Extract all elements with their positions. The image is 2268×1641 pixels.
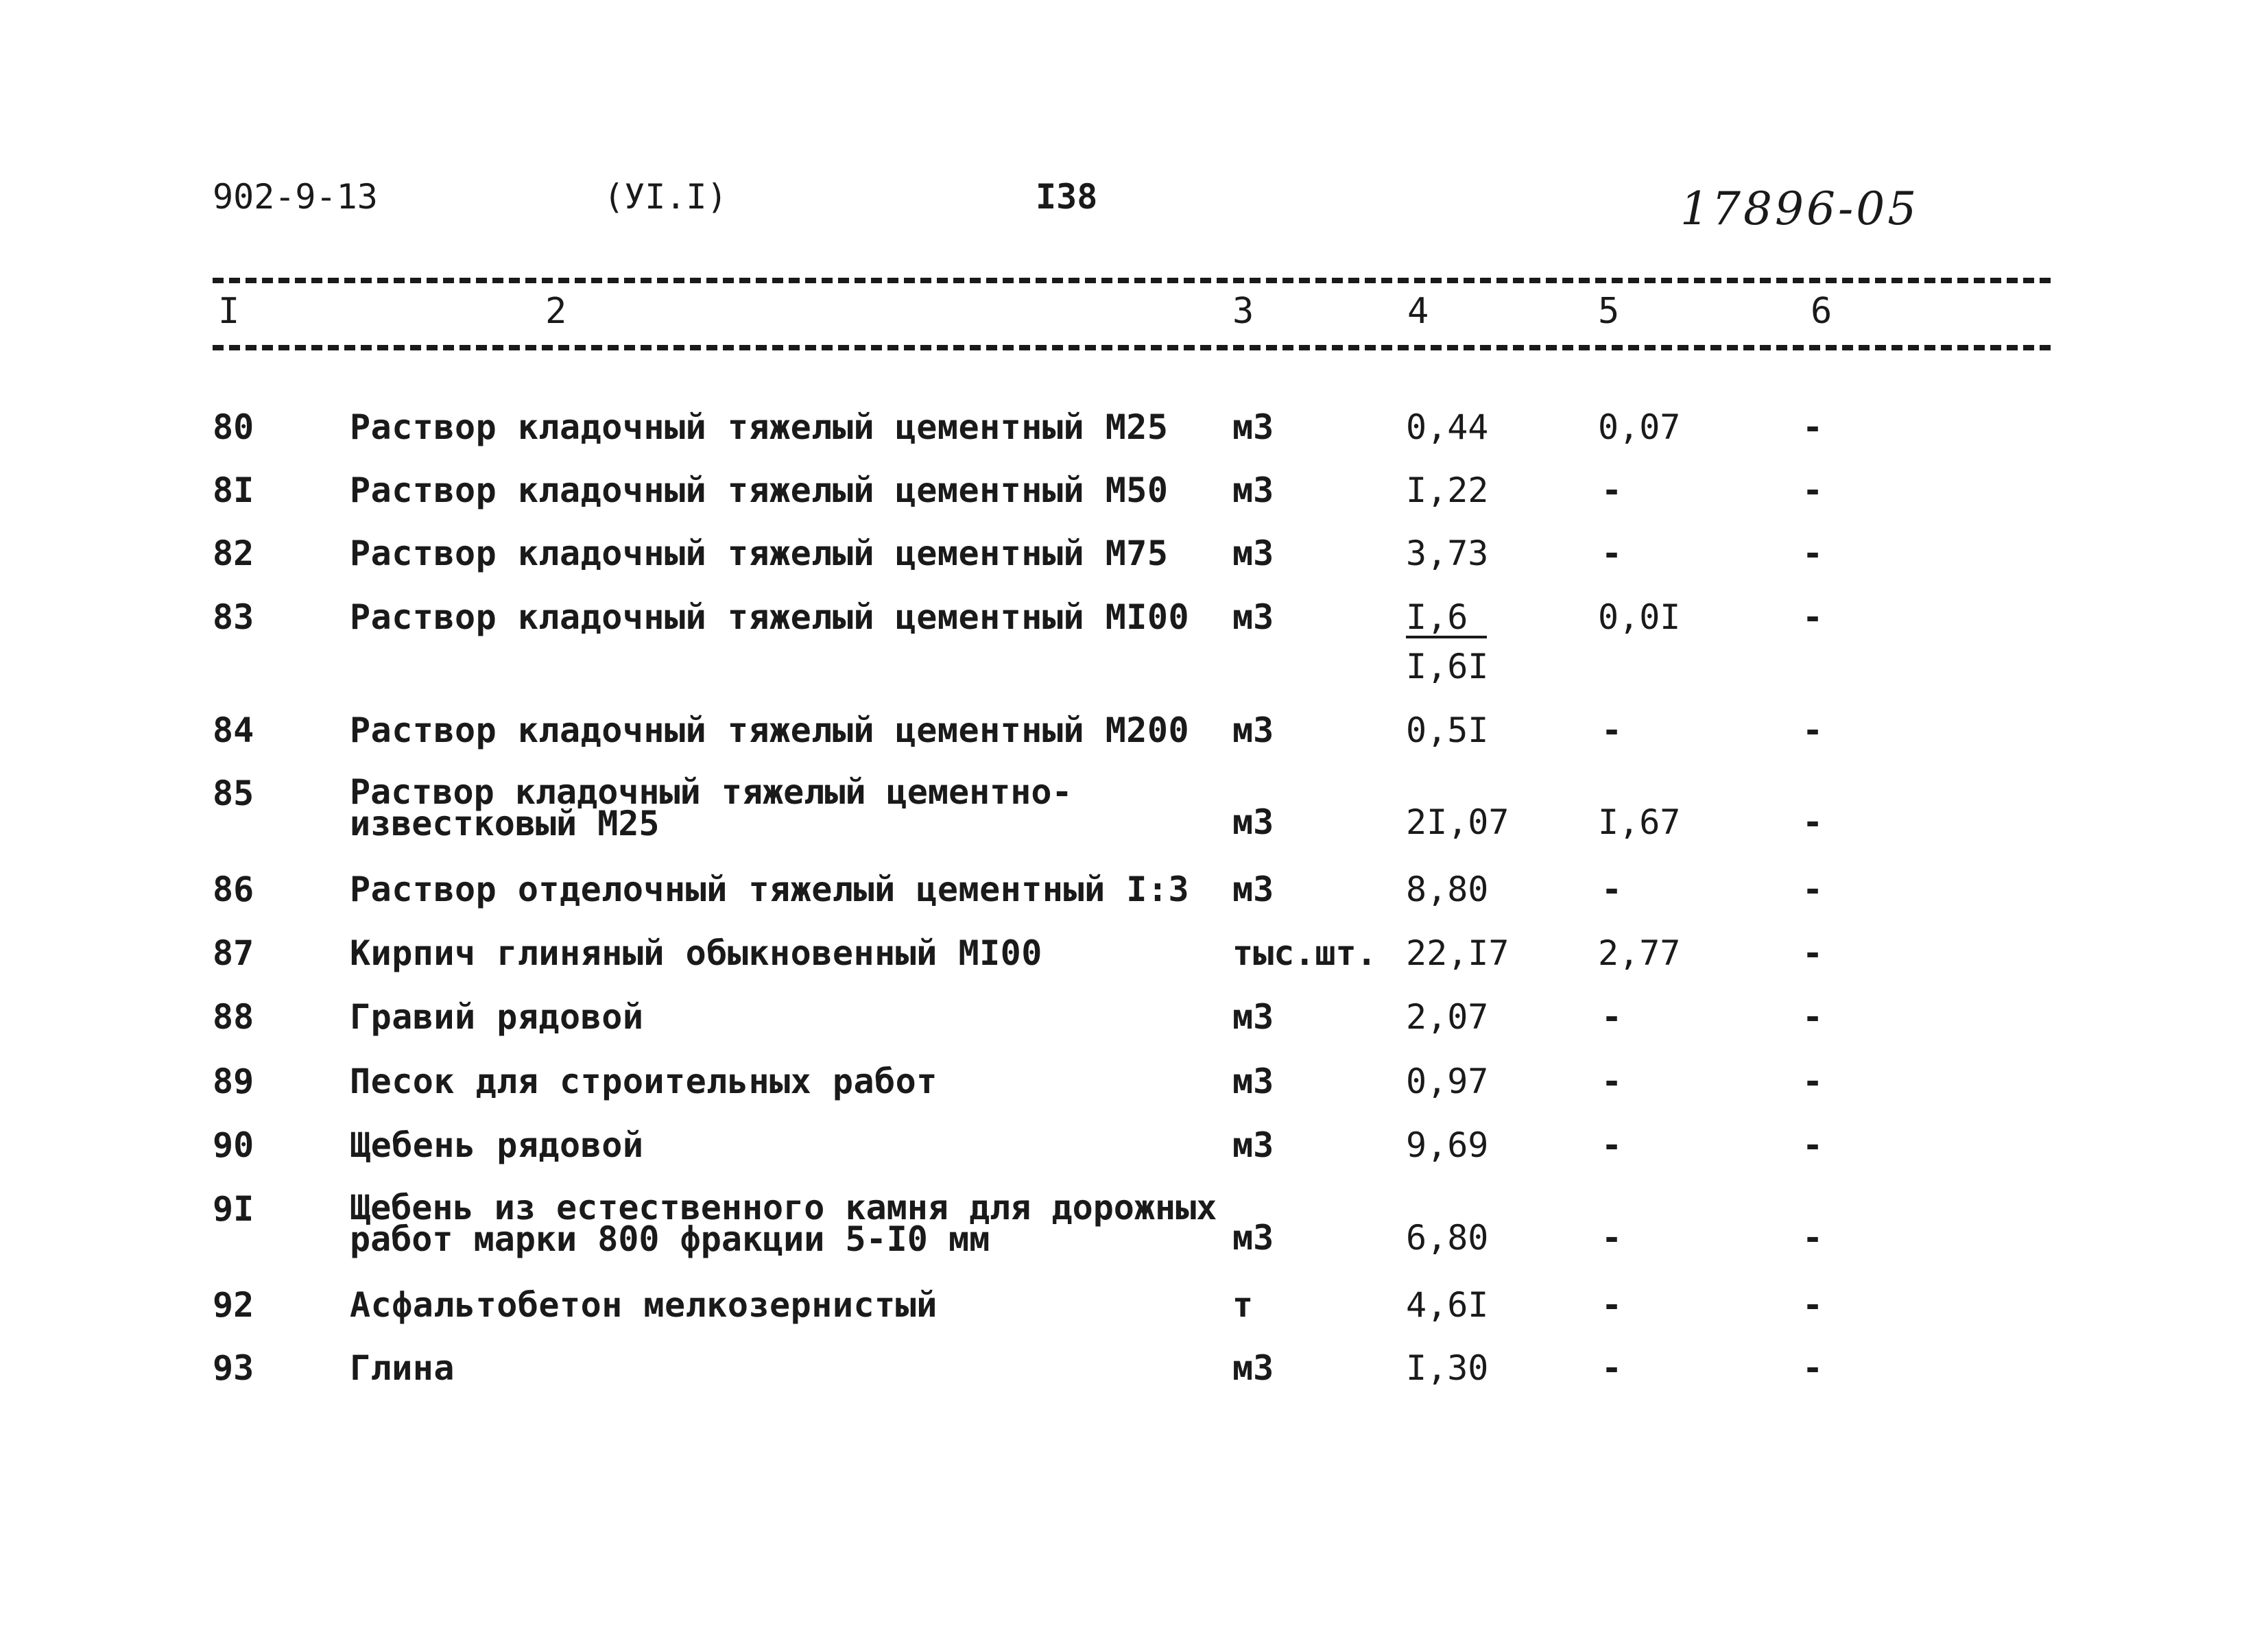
section-number: (УI.I) [604,177,728,217]
row-number: 83 [213,597,254,637]
quantity-col4: 0,5I [1406,710,1489,750]
material-name-line: Раствор кладочный тяжелый цементно- [350,772,1073,812]
row-number: 88 [213,997,254,1037]
quantity-col6: - [1802,597,1824,637]
material-name-line: известковый М25 [350,804,660,843]
header-rule-top [213,278,2051,283]
material-name: Глина [350,1348,455,1388]
unit: м3 [1232,1348,1274,1388]
unit: м3 [1232,1125,1274,1165]
row-number: 9I [213,1189,254,1229]
header-rule-bottom [213,345,2051,350]
document-code: 902-9-13 [213,177,378,217]
row-number: 93 [213,1348,254,1388]
unit: м3 [1232,407,1274,447]
unit: м3 [1232,870,1274,909]
row-number: 82 [213,534,254,573]
quantity-col5: - [1601,1125,1623,1165]
quantity-col5: - [1601,1062,1623,1101]
quantity-col6: - [1802,534,1824,573]
unit: м3 [1232,470,1274,510]
quantity-col4: I,6I [1406,647,1489,686]
quantity-col6: - [1802,933,1824,973]
column-header-1: I [218,291,240,332]
unit: м3 [1232,997,1274,1037]
material-name [350,772,1073,843]
row-number: 92 [213,1285,254,1325]
quantity-col4: 9,69 [1406,1125,1489,1165]
quantity-col6: - [1802,1125,1824,1165]
material-name: Раствор кладочный тяжелый цементный МI00 [350,597,1190,637]
material-name: Раствор кладочный тяжелый цементный М50 [350,470,1169,510]
quantity-col5: - [1601,1285,1623,1325]
row-number: 86 [213,870,254,909]
quantity-col5: - [1601,870,1623,909]
unit: м3 [1232,710,1274,750]
material-name-line: Щебень из естественного камня для дорожных [350,1188,1217,1227]
row-number: 8I [213,470,254,510]
quantity-col5: 0,07 [1598,407,1681,447]
unit: тыс.шт. [1232,933,1377,973]
quantity-col5: I,67 [1598,802,1681,842]
material-name: Гравий рядовой [350,997,644,1037]
handwritten-document-number: 17896-05 [1680,182,1920,235]
page-number: I38 [1036,177,1098,217]
column-header-5: 5 [1598,291,1620,332]
quantity-col6: - [1802,407,1824,447]
quantity-col5: - [1601,1218,1623,1258]
quantity-col5: - [1601,470,1623,510]
quantity-col6: - [1802,997,1824,1037]
quantity-col4-old-value: I,6 [1406,600,1487,638]
material-name: Песок для строительных работ [350,1062,938,1101]
unit: м3 [1232,1062,1274,1101]
quantity-col4: 3,73 [1406,534,1489,573]
quantity-col5: - [1601,534,1623,573]
quantity-col5: 0,0I [1598,597,1681,637]
quantity-col5: - [1601,710,1623,750]
quantity-col4: I,22 [1406,470,1489,510]
column-header-3: 3 [1232,291,1254,332]
material-name-line: работ марки 800 фракции 5-I0 мм [350,1219,990,1259]
quantity-col6: - [1802,802,1824,842]
quantity-col6: - [1802,1285,1824,1325]
unit: м3 [1232,534,1274,573]
material-name: Кирпич глиняный обыкновенный МI00 [350,933,1042,973]
quantity-col4: 0,97 [1406,1062,1489,1101]
material-name: Раствор кладочный тяжелый цементный М25 [350,407,1169,447]
material-name: Асфальтобетон мелкозернистый [350,1285,938,1325]
quantity-col5: 2,77 [1598,933,1681,973]
quantity-col5: - [1601,997,1623,1037]
quantity-col4-fraction-top [1406,597,1487,638]
unit: т [1232,1285,1254,1325]
unit: м3 [1232,802,1274,842]
column-header-6: 6 [1811,291,1833,332]
row-number: 90 [213,1125,254,1165]
material-name: Раствор кладочный тяжелый цементный М200 [350,710,1190,750]
quantity-col6: - [1802,870,1824,909]
unit: м3 [1232,597,1274,637]
row-number: 85 [213,774,254,813]
quantity-col5: - [1601,1348,1623,1388]
row-number: 87 [213,933,254,973]
quantity-col4: 2I,07 [1406,802,1509,842]
quantity-col6: - [1802,710,1824,750]
material-name: Раствор отделочный тяжелый цементный I:3 [350,870,1190,909]
unit: м3 [1232,1218,1274,1258]
quantity-col4: 0,44 [1406,407,1489,447]
quantity-col4: 22,I7 [1406,933,1509,973]
quantity-col4: 4,6I [1406,1285,1489,1325]
material-name: Раствор кладочный тяжелый цементный М75 [350,534,1169,573]
quantity-col6: - [1802,470,1824,510]
quantity-col6: - [1802,1348,1824,1388]
quantity-col4: 8,80 [1406,870,1489,909]
row-number: 89 [213,1062,254,1101]
quantity-col4: I,30 [1406,1348,1489,1388]
row-number: 84 [213,710,254,750]
column-header-2: 2 [545,291,567,332]
quantity-col6: - [1802,1062,1824,1101]
column-header-4: 4 [1407,291,1429,332]
quantity-col4: 6,80 [1406,1218,1489,1258]
material-name: Щебень рядовой [350,1125,644,1165]
row-number: 80 [213,407,254,447]
material-name [350,1188,1217,1259]
quantity-col4: 2,07 [1406,997,1489,1037]
quantity-col6: - [1802,1218,1824,1258]
